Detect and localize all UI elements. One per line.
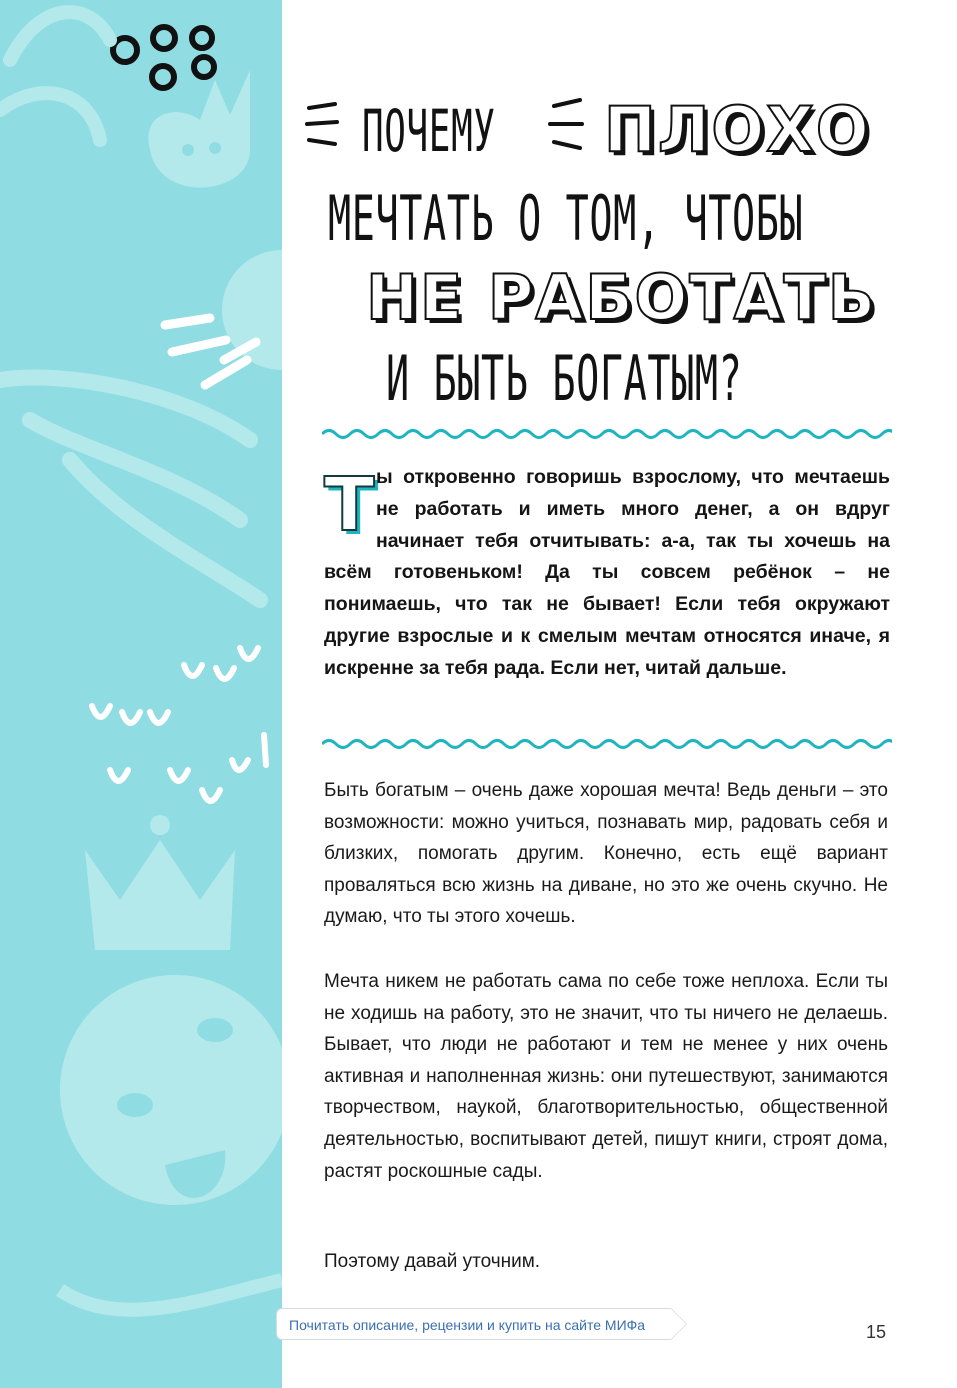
decorative-side-band (0, 0, 282, 1388)
circles-doodle-icon (113, 27, 214, 88)
title-line-3: НЕ РАБОТАТЬ (366, 261, 878, 334)
body-paragraph-2: Мечта никем не работать сама по себе тоже неплоха. Если ты не ходишь на работу, это не значит, что ты ничего не делаешь. Бывает, что люди не работают и тем не менее у них очень активная и наполненная жизнь: они путешествуют, занимаются творчеством, наукой, благотворительностью, общественной деятельностью, воспитывают детей, пишут книги, строят дома, растят роскошные сады. (324, 971, 888, 1182)
v-marks-doodle-icon (92, 648, 266, 801)
dash-decoration-icon (548, 98, 588, 154)
page-number: 15 (866, 1322, 887, 1342)
swirl-doodle-icon (0, 12, 110, 140)
brush-smear-icon (0, 378, 260, 601)
title-line-2: МЕЧТАТЬ О ТОМ, ЧТОБЫ (328, 182, 804, 255)
title-word-pochemu: ПОЧЕМУ (362, 97, 496, 165)
lead-text: ы откровенно говоришь взрослому, что мечтаешь не работать и иметь много денег, а он вдруг начинает тебя отчитывать: а-а, так ты хочешь на всём готовеньком! Да ты совсем ребёнок – не понимаешь, что так не бывает! Если тебя окружают другие взрослые и к смелым мечтам относятся иначе, я искренне за тебя рада. Если нет, читай дальше. (324, 466, 890, 679)
drop-cap: Т (324, 462, 375, 548)
dash-decoration-icon (305, 100, 345, 150)
body-paragraph-1: Быть богатым – очень даже хорошая мечта! Ведь деньги – это возможности: можно учиться, познавать мир, радовать себя и близких, помогать другим. Конечно, есть ещё вариант проваляться всю жизнь на диване, но это же очень скучно. Не думаю, что ты этого хочешь. (324, 780, 888, 928)
title-line-4: И БЫТЬ БОГАТЫМ? (386, 342, 743, 415)
lead-paragraph (324, 462, 890, 685)
body-paragraph-3: Поэтому давай уточним. (324, 1251, 541, 1272)
doodle-illustration (0, 0, 282, 1388)
crown-doodle-icon (85, 840, 235, 950)
mif-store-link[interactable]: Почитать описание, рецензии и купить на сайте МИФа (276, 1308, 671, 1340)
title-word-ploho: ПЛОХО (604, 93, 871, 166)
wavy-divider-bottom (322, 736, 892, 752)
wavy-divider-top (322, 426, 892, 442)
